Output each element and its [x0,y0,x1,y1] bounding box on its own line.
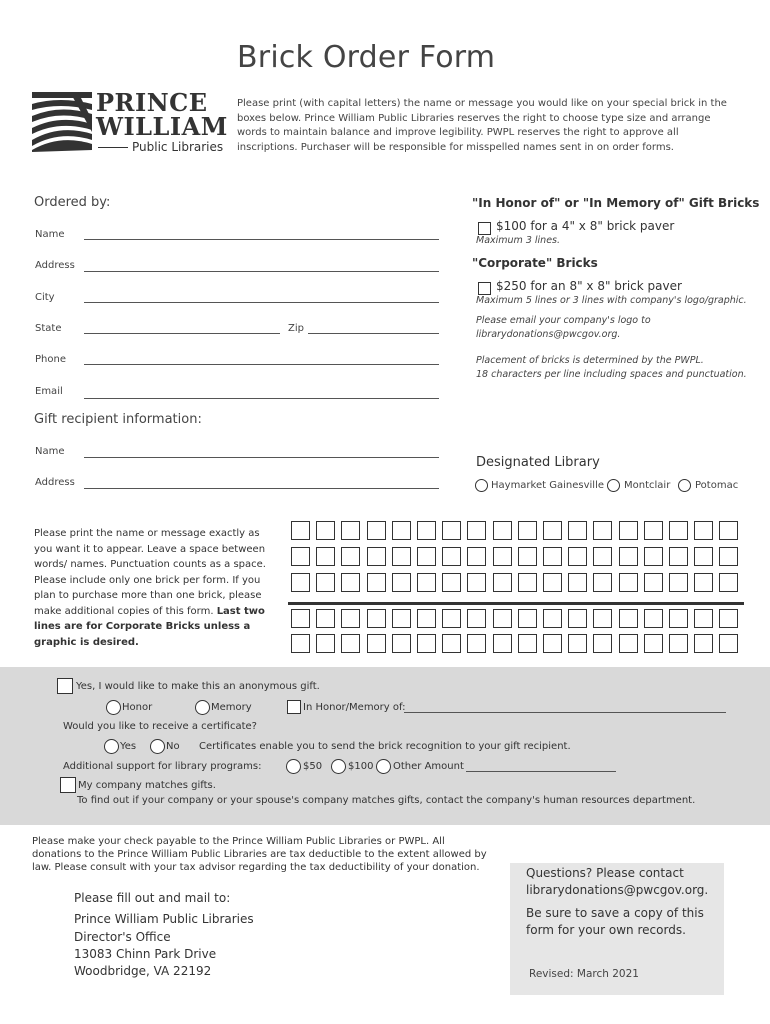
brick-char-box[interactable] [543,521,562,540]
additional-support-label: Additional support for library programs: [63,761,262,772]
brick-char-box[interactable] [669,609,688,628]
save-copy-line-2: form for your own records. [526,923,686,937]
ordered-name-label: Name [35,229,65,240]
brick-char-box[interactable] [669,547,688,566]
brick-char-box[interactable] [543,609,562,628]
brick-char-box[interactable] [417,547,436,566]
library-haymarket-radio[interactable] [475,479,488,492]
other-amount-label: Other Amount [393,761,464,772]
brick-char-box[interactable] [543,547,562,566]
ordered-address-label: Address [35,260,75,271]
brick-char-box[interactable] [694,634,713,653]
brick-char-box[interactable] [644,634,663,653]
library-montclair-label: Montclair [624,480,671,491]
brick-char-box[interactable] [316,609,335,628]
certificate-question: Would you like to receive a certificate? [63,721,257,732]
certificate-no-radio[interactable] [150,739,165,754]
brick-char-box[interactable] [593,521,612,540]
certificate-note: Certificates enable you to send the brick recognition to your gift recipient. [199,741,571,752]
brick-char-box[interactable] [619,521,638,540]
logo-william: WILLIAM [96,112,228,141]
brick-char-box[interactable] [694,521,713,540]
amount-100-radio[interactable] [331,759,346,774]
recipient-name-label: Name [35,446,65,457]
anonymous-label: Yes, I would like to make this an anonymous gift. [76,681,320,692]
mail-heading: Please fill out and mail to: [74,891,231,905]
brick-char-box[interactable] [467,634,486,653]
brick-char-box[interactable] [442,573,461,592]
brick-char-box[interactable] [341,573,360,592]
ordered-state-label: State [35,323,62,334]
library-potomac-radio[interactable] [678,479,691,492]
logo-public-libraries: Public Libraries [132,140,224,154]
corporate-brick-note-email: librarydonations@pwcgov.org. [476,329,621,340]
memory-label: Memory [211,702,252,713]
ordered-name-field[interactable] [84,239,439,240]
brick-char-box[interactable] [719,521,738,540]
save-copy-line-1: Be sure to save a copy of this [526,906,704,920]
brick-char-box[interactable] [367,573,386,592]
logo-prince: PRINCE [96,88,208,117]
brick-char-box[interactable] [392,609,411,628]
ordered-email-label: Email [35,386,63,397]
brick-char-box[interactable] [392,547,411,566]
company-matches-note: To find out if your company or your spouse's company matches gifts, contact the company's human resources department. [77,795,696,806]
brick-char-box[interactable] [518,634,537,653]
ordered-email-field[interactable] [84,398,439,399]
recipient-address-label: Address [35,477,75,488]
brick-char-box[interactable] [543,573,562,592]
certificate-yes-label: Yes [120,741,137,752]
honor-bricks-heading: "In Honor of" or "In Memory of" Gift Bricks [472,196,760,210]
brick-char-box[interactable] [316,573,335,592]
brick-char-box[interactable] [367,521,386,540]
brick-char-box[interactable] [568,609,587,628]
brick-char-box[interactable] [518,521,537,540]
recipient-address-field[interactable] [84,488,439,489]
brick-char-box[interactable] [593,547,612,566]
mail-address-line-1: Prince William Public Libraries [74,912,254,926]
brick-char-box[interactable] [367,634,386,653]
ordered-phone-label: Phone [35,354,66,365]
brick-char-box[interactable] [719,634,738,653]
brick-char-box[interactable] [341,634,360,653]
brick-char-box[interactable] [669,573,688,592]
brick-char-box[interactable] [644,609,663,628]
brick-char-box[interactable] [442,521,461,540]
characters-note: 18 characters per line including spaces and punctuation. [476,369,747,380]
library-montclair-radio[interactable] [607,479,620,492]
brick-char-box[interactable] [291,609,310,628]
brick-char-box[interactable] [593,573,612,592]
mail-address-line-2: Director's Office [74,930,171,944]
mail-address-line-4: Woodbridge, VA 22192 [74,964,212,978]
brick-char-box[interactable] [593,609,612,628]
ordered-by-heading: Ordered by: [34,195,111,210]
brick-char-box[interactable] [644,573,663,592]
mail-address-line-3: 13083 Chinn Park Drive [74,947,217,961]
brick-char-box[interactable] [694,609,713,628]
brick-char-box[interactable] [619,609,638,628]
library-haymarket-label: Haymarket Gainesville [491,480,604,491]
honor-memory-of-label: In Honor/Memory of: [303,702,406,713]
recipient-name-field[interactable] [84,457,439,458]
library-potomac-label: Potomac [695,480,739,491]
honor-memory-checkbox[interactable] [287,700,301,714]
memory-radio[interactable] [195,700,210,715]
ordered-zip-label: Zip [288,323,304,334]
revised-date: Revised: March 2021 [529,968,639,980]
honor-memory-of-field[interactable] [404,712,726,713]
grid-divider [288,602,744,605]
brick-char-box[interactable] [392,634,411,653]
brick-char-box[interactable] [417,609,436,628]
corporate-brick-note-logo: Please email your company's logo to [476,315,651,326]
brick-char-box[interactable] [568,573,587,592]
brick-instructions-bold: Last two lines are for Corporate Bricks unless a graphic is desired. [34,605,265,648]
brick-char-box[interactable] [417,634,436,653]
company-matches-checkbox[interactable] [60,777,76,793]
brick-char-box[interactable] [316,547,335,566]
intro-text: Please print (with capital letters) the name or message you would like on your special brick in the boxes below. Prince William Public Libraries reserves the right to choose type size and arrange words to maintain balance and improve legibility. PWPL reserves the right to approve all inscriptions. Purchaser will be responsible for misspelled names sent in on order forms. [237,98,727,153]
other-amount-field[interactable] [466,771,616,772]
brick-char-box[interactable] [392,521,411,540]
placement-note: Placement of bricks is determined by the PWPL. [476,355,704,366]
brick-char-box[interactable] [619,573,638,592]
certificate-no-label: No [166,741,180,752]
brick-char-box[interactable] [543,634,562,653]
brick-char-box[interactable] [316,521,335,540]
brick-char-box[interactable] [568,547,587,566]
anonymous-checkbox[interactable] [57,678,73,694]
ordered-city-field[interactable] [84,302,439,303]
ordered-address-field[interactable] [84,271,439,272]
brick-char-box[interactable] [442,634,461,653]
brick-char-box[interactable] [719,547,738,566]
ordered-state-field[interactable] [84,333,280,334]
brick-char-box[interactable] [341,521,360,540]
other-amount-radio[interactable] [376,759,391,774]
honor-brick-note: Maximum 3 lines. [476,235,561,246]
ordered-city-label: City [35,292,55,303]
certificate-yes-radio[interactable] [104,739,119,754]
brick-char-box[interactable] [341,547,360,566]
brick-char-box[interactable] [392,573,411,592]
brick-char-box[interactable] [719,609,738,628]
brick-char-box[interactable] [518,547,537,566]
brick-char-box[interactable] [518,609,537,628]
brick-char-box[interactable] [442,547,461,566]
brick-char-box[interactable] [442,609,461,628]
questions-email: librarydonations@pwcgov.org. [526,883,709,897]
brick-char-box[interactable] [291,521,310,540]
brick-char-box[interactable] [568,521,587,540]
form-title: Brick Order Form [237,40,496,75]
brick-char-box[interactable] [367,547,386,566]
ordered-zip-field[interactable] [308,333,439,334]
brick-char-box[interactable] [619,634,638,653]
brick-char-box[interactable] [669,634,688,653]
honor-brick-option: $100 for a 4" x 8" brick paver [496,219,675,233]
brick-char-box[interactable] [568,634,587,653]
brick-char-box[interactable] [493,521,512,540]
brick-char-box[interactable] [644,521,663,540]
brick-char-box[interactable] [493,573,512,592]
corporate-brick-note-lines: Maximum 5 lines or 3 lines with company's logo/graphic. [476,295,747,306]
gift-recipient-heading: Gift recipient information: [34,412,202,427]
corporate-brick-option: $250 for an 8" x 8" brick paver [496,279,682,293]
brick-char-box[interactable] [316,634,335,653]
brick-char-box[interactable] [291,573,310,592]
brick-char-box[interactable] [593,634,612,653]
amount-100-label: $100 [348,761,374,772]
amount-50-label: $50 [303,761,323,772]
corporate-bricks-heading: "Corporate" Bricks [472,256,598,270]
brick-char-box[interactable] [291,634,310,653]
brick-char-box[interactable] [367,609,386,628]
brick-char-box[interactable] [417,573,436,592]
brick-char-box[interactable] [341,609,360,628]
honor-label: Honor [122,702,153,713]
amount-50-radio[interactable] [286,759,301,774]
brick-char-box[interactable] [467,573,486,592]
brick-char-box[interactable] [518,573,537,592]
honor-radio[interactable] [106,700,121,715]
ordered-phone-field[interactable] [84,364,439,365]
logo-divider [98,147,128,148]
brick-char-box[interactable] [493,547,512,566]
brick-char-box[interactable] [644,547,663,566]
brick-char-box[interactable] [467,609,486,628]
brick-char-box[interactable] [719,573,738,592]
brick-char-box[interactable] [694,547,713,566]
company-matches-label: My company matches gifts. [78,780,216,791]
tax-deductible-note: Please make your check payable to the Prince William Public Libraries or PWPL. All donations to the Prince William Public Libraries are tax deductible to the extent allowed by law. Please consult with your tax advisor regarding the tax deductibility of your donation. [32,836,487,873]
brick-char-box[interactable] [619,547,638,566]
brick-char-box[interactable] [493,609,512,628]
brick-instructions-text: Please print the name or message exactly as you want it to appear. Leave a space between words/ names. Punctuation counts as a space. Please include only one brick per form. If you plan to purchase more than one brick, please make additional copies of this form. [34,528,266,617]
brick-char-box[interactable] [669,521,688,540]
brick-char-box[interactable] [493,634,512,653]
brick-char-box[interactable] [467,521,486,540]
brick-char-box[interactable] [467,547,486,566]
brick-char-box[interactable] [694,573,713,592]
brick-char-box[interactable] [291,547,310,566]
brick-char-box[interactable] [417,521,436,540]
designated-library-heading: Designated Library [476,455,600,470]
questions-line-1: Questions? Please contact [526,866,684,880]
brick-instructions [34,526,274,650]
